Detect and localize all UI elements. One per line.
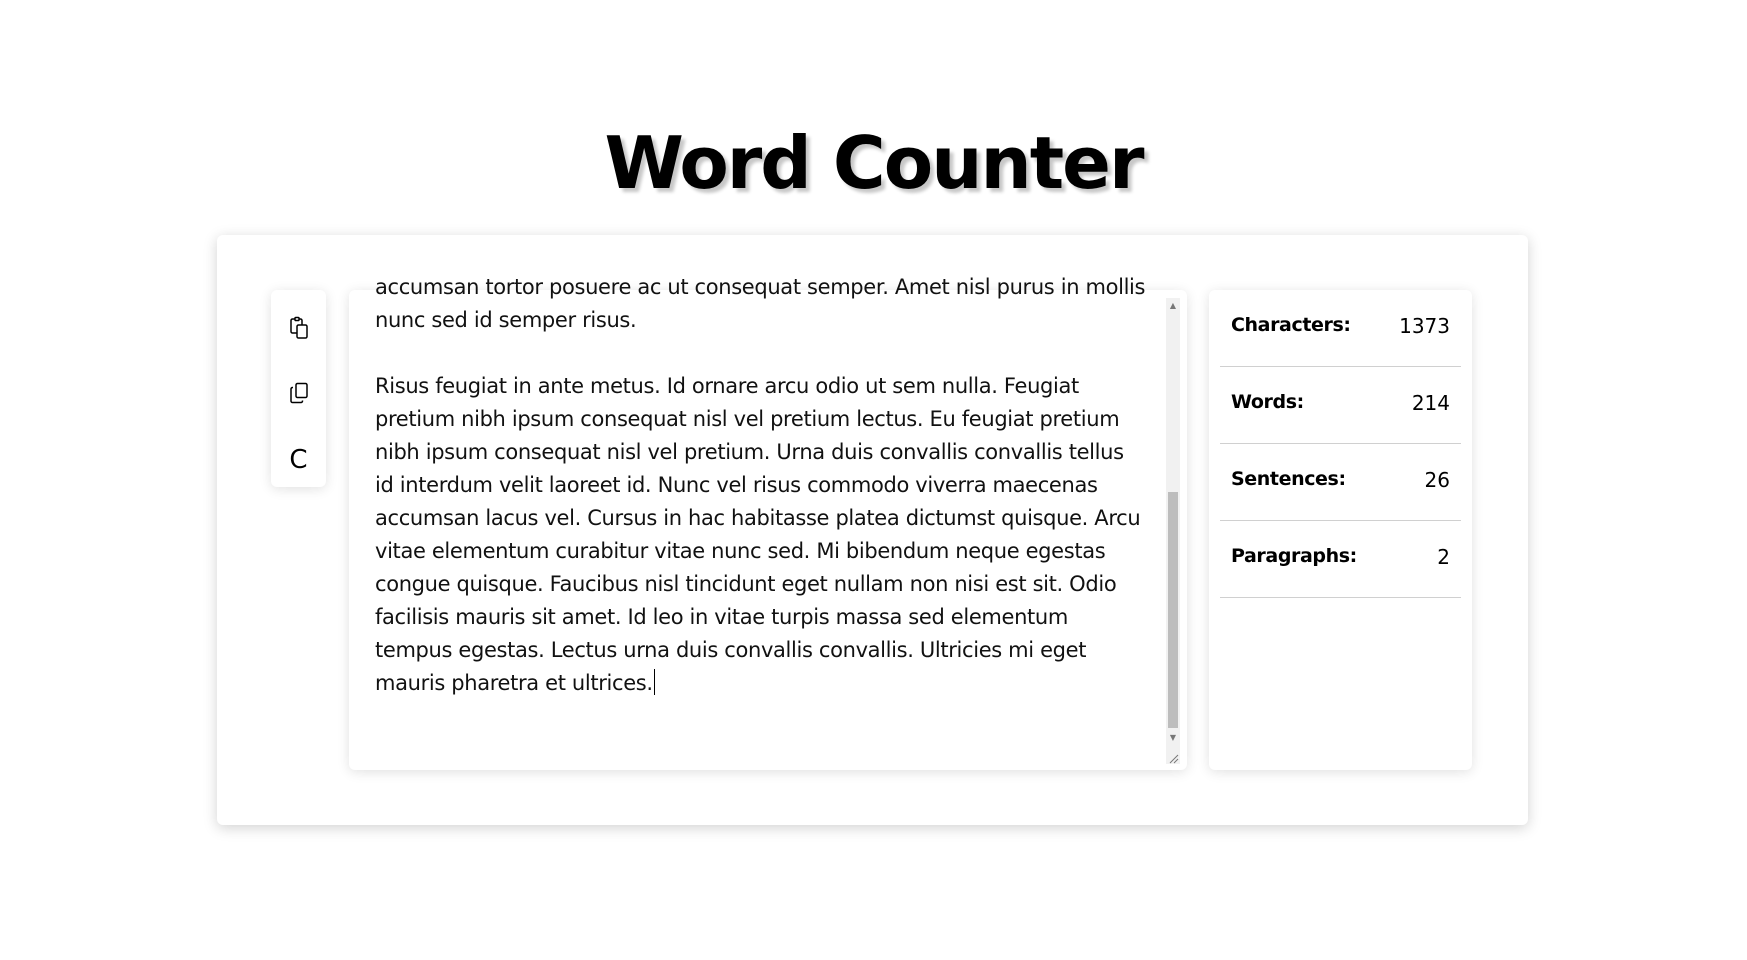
stat-value: 1373	[1399, 314, 1450, 338]
text-caret	[654, 669, 655, 695]
stat-label: Characters:	[1231, 314, 1351, 336]
stat-words	[1220, 367, 1461, 444]
stats-panel	[1209, 290, 1472, 770]
stat-value: 26	[1424, 468, 1450, 492]
copy-icon	[287, 381, 311, 405]
stat-label: Sentences:	[1231, 468, 1346, 490]
page-title: Word Counter	[604, 121, 1143, 205]
scroll-thumb[interactable]	[1168, 492, 1178, 728]
clear-icon: C	[289, 444, 308, 475]
editor-paragraph: accumsan tortor posuere ac ut consequat semper. Amet nisl purus in mollis nunc sed id semper risus.	[375, 275, 1146, 332]
text-editor[interactable]	[349, 275, 1187, 770]
resize-handle[interactable]	[1166, 750, 1180, 764]
scroll-up-icon[interactable]: ▲	[1169, 300, 1177, 310]
stat-label: Words:	[1231, 391, 1304, 413]
stat-sentences	[1220, 444, 1461, 521]
paste-icon	[287, 316, 311, 340]
clear-button[interactable]	[281, 442, 316, 477]
stat-paragraphs	[1220, 521, 1461, 598]
stat-characters	[1220, 290, 1461, 367]
stat-value: 2	[1437, 545, 1450, 569]
main-card	[217, 235, 1528, 825]
editor-paragraph	[375, 370, 1147, 700]
editor-paragraph-text: Risus feugiat in ante metus. Id ornare arcu odio ut sem nulla. Feugiat pretium nibh ipsum consequat nisl vel pretium lectus. Eu feugiat pretium nibh ipsum consequat nisl vel pretium. Urna duis convallis convallis tellus id interdum velit laoreet id. Nunc vel risus commodo viverra maecenas accumsan lacus vel. Cursus in hac habitasse platea dictumst quisque. Arcu vitae elementum curabitur vitae nunc sed. Mi bibendum neque egestas congue quisque. Faucibus nisl tincidunt eget nullam non nisi est sit. Odio facilisis mauris sit amet. Id leo in vitae turpis massa sed elementum tempus egestas. Lectus urna duis convallis convallis. Ultricies mi eget mauris pharetra et ultrices.	[375, 374, 1141, 695]
paste-button[interactable]	[281, 310, 316, 345]
editor-scrollbar[interactable]	[1166, 298, 1180, 764]
stat-value: 214	[1411, 391, 1450, 415]
editor-textarea[interactable]	[375, 271, 1147, 733]
editor-toolbar	[271, 290, 326, 487]
scroll-down-icon[interactable]: ▼	[1169, 732, 1177, 742]
resize-grip-icon	[1166, 751, 1180, 765]
stat-label: Paragraphs:	[1231, 545, 1357, 567]
copy-button[interactable]	[281, 375, 316, 410]
